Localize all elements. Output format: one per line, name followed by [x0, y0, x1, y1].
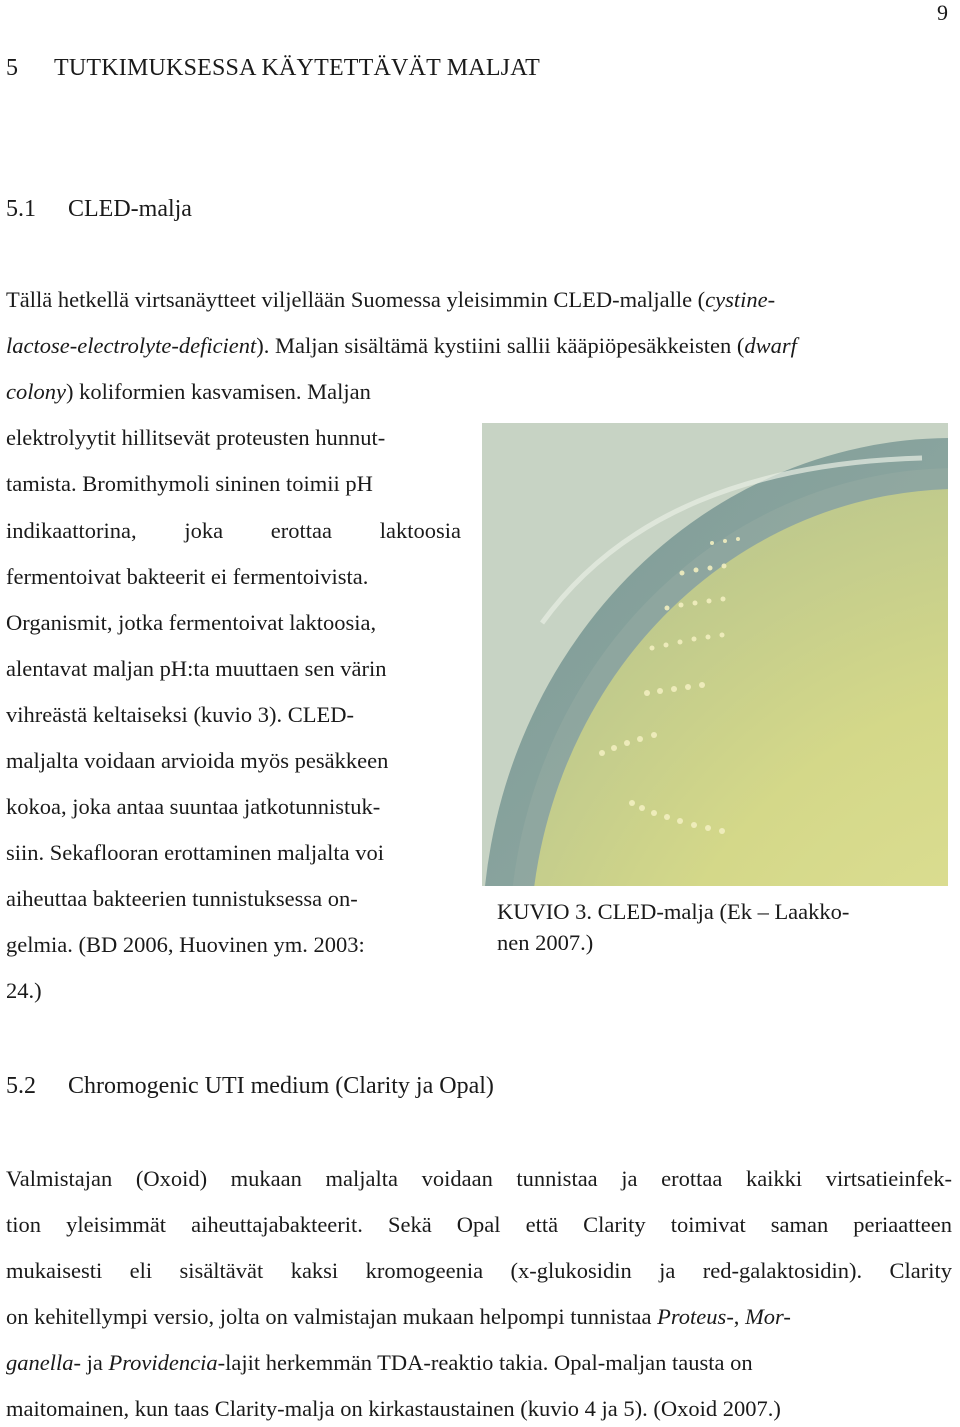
subsection-number: 5.2: [6, 1073, 36, 1099]
p1-line-15: gelmia. (BD 2006, Huovinen ym. 2003:: [6, 932, 365, 957]
text-run-italic: colony: [6, 379, 66, 404]
text-run-italic: Mor-: [745, 1304, 791, 1329]
p1-line-12: kokoa, joka antaa suuntaa jatkotunnistuk-: [6, 794, 381, 819]
section-title: TUTKIMUKSESSA KÄYTETTÄVÄT MALJAT: [54, 55, 540, 81]
text-run: -,: [726, 1304, 746, 1329]
p1-line-10: vihreästä keltaiseksi (kuvio 3). CLED-: [6, 702, 355, 727]
text-run-italic: Proteus: [657, 1304, 727, 1329]
section-heading: [6, 55, 540, 82]
caption-line-1: KUVIO 3. CLED-malja (Ek – Laakko-: [497, 899, 850, 924]
text-run-italic: ganella: [6, 1350, 74, 1375]
text-run-italic: cystine-: [705, 287, 776, 312]
p2-line-1: Valmistajan (Oxoid) mukaan maljalta voidaan tunnistaa ja erottaa kaikki virtsatieinfek-: [6, 1166, 952, 1191]
figure-caption: [497, 896, 927, 958]
text-run: Tällä hetkellä virtsanäytteet viljellään Suomessa yleisimmin CLED-maljalle (: [6, 287, 706, 312]
text-run-italic: Providencia: [108, 1350, 218, 1375]
subsection-heading-5-1: [6, 196, 192, 223]
p1-line-14: aiheuttaa bakteerien tunnistuksessa on-: [6, 886, 358, 911]
p1-line-3: [6, 379, 371, 405]
section-number: 5: [6, 55, 19, 81]
text-run: ). Maljan sisältämä kystiini sallii kääpiöpesäkkeisten (: [256, 333, 745, 358]
caption-line-2: nen 2007.): [497, 930, 594, 955]
page-number: 9: [937, 0, 948, 25]
cled-plate-image: [482, 423, 948, 886]
p1-line-1: [6, 287, 952, 313]
p1-line-11: maljalta voidaan arvioida myös pesäkkeen: [6, 748, 389, 773]
subsection-title: Chromogenic UTI medium (Clarity ja Opal): [68, 1073, 494, 1099]
p1-line-4: elektrolyytit hillitsevät proteusten hunnut-: [6, 425, 386, 450]
cled-plate-photo: [482, 423, 948, 886]
p1-line-9: alentavat maljan pH:ta muuttaen sen värin: [6, 656, 387, 681]
p2-line-4: [6, 1304, 952, 1330]
text-run-italic: dwarf: [744, 333, 797, 358]
p1-line-2: [6, 333, 952, 359]
p2-line-2: tion yleisimmät aiheuttajabakteerit. Sekä Opal että Clarity toimivat saman periaatteen: [6, 1212, 952, 1237]
p2-line-3: mukaisesti eli sisältävät kaksi kromogeenia (x-glukosidin ja red-galaktosidin). Clarity: [6, 1258, 952, 1283]
text-run: ) koliformien kasvamisen. Maljan: [65, 379, 371, 404]
text-run: -lajit herkemmän TDA-reaktio takia. Opal-maljan tausta on: [217, 1350, 753, 1375]
subsection-heading-5-2: [6, 1073, 494, 1100]
text-run: - ja: [73, 1350, 109, 1375]
p1-line-5: tamista. Bromithymoli sininen toimii pH: [6, 471, 373, 496]
p1-line-6: indikaattorina, joka erottaa laktoosia: [6, 518, 461, 543]
p1-line-7: fermentoivat bakteerit ei fermentoivista.: [6, 564, 369, 589]
p1-line-16: 24.): [6, 978, 42, 1003]
p2-line-6: maitomainen, kun taas Clarity-malja on kirkastaustainen (kuvio 4 ja 5). (Oxoid 2007.): [6, 1396, 781, 1421]
p1-line-13: siin. Sekaflooran erottaminen maljalta voi: [6, 840, 385, 865]
text-run: on kehitellympi versio, jolta on valmistajan mukaan helpompi tunnistaa: [6, 1304, 658, 1329]
p1-line-8: Organismit, jotka fermentoivat laktoosia,: [6, 610, 377, 635]
subsection-title: CLED-malja: [68, 196, 192, 222]
p2-line-5: [6, 1350, 952, 1376]
subsection-number: 5.1: [6, 196, 36, 222]
text-run-italic: lactose-electrolyte-deficient: [6, 333, 257, 358]
